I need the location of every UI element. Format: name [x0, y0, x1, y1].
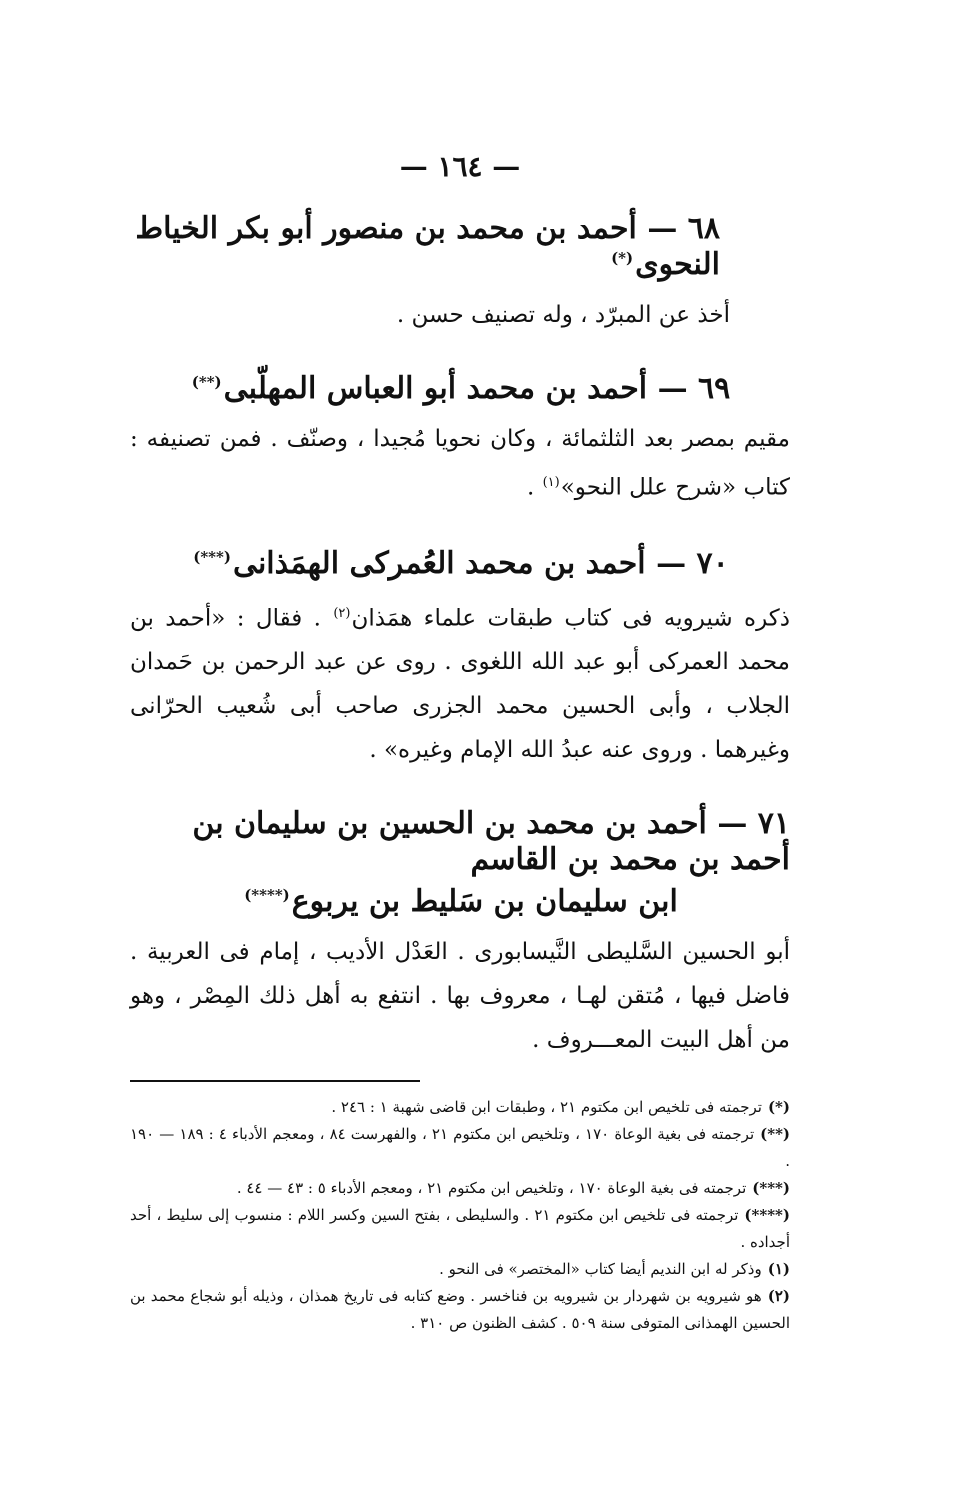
- footnote-label: (***): [752, 1179, 790, 1198]
- entry-71-heading: ٧١ — أحمد بن محمد بن الحسين بن سليمان بن أحمد بن محمد بن القاسم: [192, 806, 790, 878]
- footnote-text: هو شيرويه بن شهردار بن شيرويه بن فناخسر . وضع كتابه فى تاريخ همذان ، وذيله أبو شجاع محمد بن الحسين الهمذانى المتوفى سنة ٥٠٩ . كشف الظنون ص ٣١٠ .: [130, 1287, 790, 1333]
- book-page: [130, 150, 790, 1337]
- entry-68-heading-mark: (*): [611, 249, 634, 267]
- entry-69-heading-mark: (**): [191, 373, 222, 391]
- entry-70-heading-mark: (***): [193, 547, 231, 566]
- entry-70-heading-text: ٧٠ — أحمد بن محمد العُمركى الهمَذانى: [232, 545, 729, 581]
- entry-71-body: أبو الحسين السَّليطى النَّيسابورى . العَدْل الأديب ، إمام فى العربية . فاضل فيها ، مُتقن لهـا ، معروف بها . انتفع به أهل ذلك المِصْر ، وهو من أهل البيت المعـــروف .: [130, 939, 790, 1054]
- entry-69-heading: [130, 371, 790, 407]
- footnote-text: ترجمته فى بغية الوعاة ١٧٠ ، وتلخيص ابن مكتوم ٢١ ، والفهرست ٨٤ ، ومعجم الأدباء ٤ : ١٨٩ — ١٩٠ .: [130, 1125, 790, 1171]
- footnote-text: ترجمته فى تلخيص ابن مكتوم ٢١ ، وطبقات ابن قاضى شهبة ١ : ٢٤٦ .: [331, 1098, 762, 1117]
- footnote-6: [130, 1283, 790, 1337]
- footnote-divider: [130, 1080, 420, 1082]
- footnote-2: [130, 1121, 790, 1175]
- footnote-5: [130, 1256, 790, 1283]
- entry-68-heading-text: ٦٨ — أحمد بن محمد بن منصور أبو بكر الخياط النحوى: [135, 211, 720, 282]
- entry-68-heading: [130, 211, 790, 283]
- entry-69-body-end: .: [526, 474, 542, 501]
- footnote-label: (**): [760, 1125, 791, 1144]
- footnote-label: (*): [767, 1098, 790, 1117]
- footnote-text: وذكر له ابن النديم أيضا كتاب «المختصر» فى النحو .: [439, 1260, 762, 1279]
- footnote-label: (٢): [767, 1287, 790, 1306]
- footnotes: [130, 1094, 790, 1337]
- entry-70-note-ref: (٢): [333, 605, 351, 621]
- footnote-label: (****): [744, 1206, 790, 1225]
- entry-70-heading: [130, 546, 790, 582]
- entry-69-note-ref: (١): [542, 475, 560, 490]
- entry-71-heading-line2: [130, 884, 790, 920]
- entry-69-body-text: مقيم بمصر بعد الثلثمائة ، وكان نحويا مُجيدا ، وصنّف . فمن تصنيفه : كتاب «شرح علل النحو»: [130, 426, 790, 501]
- footnote-text: ترجمته فى بغية الوعاة ١٧٠ ، وتلخيص ابن مكتوم ٢١ ، ومعجم الأدباء ٥ : ٤٣ — ٤٤ .: [236, 1179, 747, 1198]
- footnote-1: [130, 1094, 790, 1121]
- footnote-3: [130, 1175, 790, 1202]
- entry-68-body: أخذ عن المبرّد ، وله تصنيف حسن .: [396, 302, 730, 328]
- entry-70-body: [130, 592, 790, 773]
- entry-71-heading-mark: (****): [244, 886, 290, 905]
- page-number: — ١٦٤ —: [399, 150, 521, 183]
- entry-69-heading-text: ٦٩ — أحمد بن محمد أبو العباس المهلّبى: [223, 371, 731, 406]
- footnote-text: ترجمته فى تلخيص ابن مكتوم ٢١ . والسليطى ، بفتح السين وكسر اللام : منسوب إلى سليط ، أحد أجداده .: [130, 1206, 790, 1252]
- entry-70-body-text: ذكره شيرويه فى كتاب طبقات علماء همَذان: [351, 605, 790, 632]
- entry-70-body-rest: . فقال : «أحمد بن محمد العمركى أبو عبد الله اللغوى . روى عن عبد الرحمن بن حَمدان الجلاب ، وأبى الحسين محمد الجزرى صاحب أبى شُعيب الحرّانى وغيرهما . وروى عنه عبدُ الله الإمام وغيره» .: [130, 605, 790, 764]
- footnote-label: (١): [767, 1260, 790, 1279]
- footnote-4: [130, 1202, 790, 1256]
- entry-69-body: [130, 417, 790, 510]
- entry-71-heading-line2-text: ابن سليمان بن سَليط بن يربوع: [291, 884, 678, 920]
